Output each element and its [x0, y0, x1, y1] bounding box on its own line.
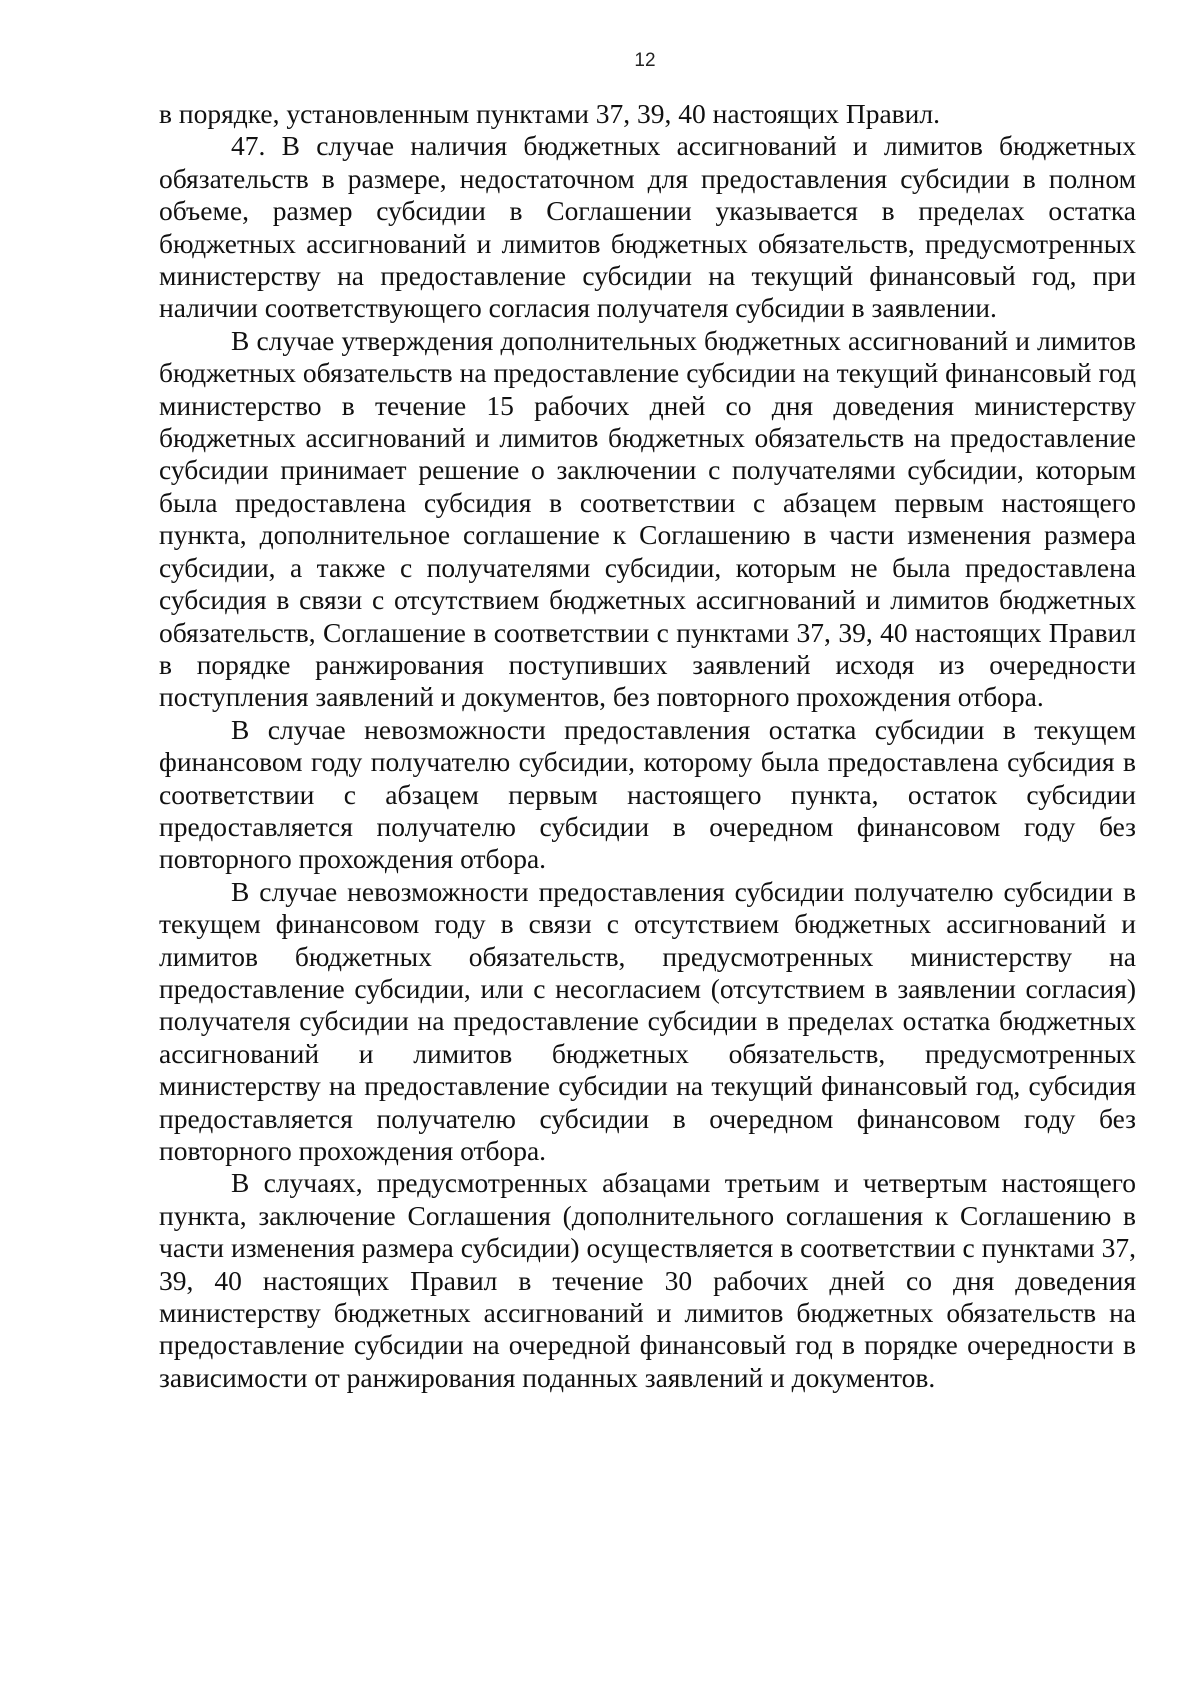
paragraph-remainder-impossible: В случае невозможности предоставления остатка субсидии в текущем финансовом году получателю субсидии, которому была предоставлена субсидия в соответствии с абзацем первым настоящего пункта, остаток субсидии предоставляется получателю субсидии в очередном финансовом году без повторного прохождения отбора. [159, 713, 1136, 875]
document-body [159, 98, 1136, 1394]
paragraph-item-47: 47. В случае наличия бюджетных ассигнований и лимитов бюджетных обязательств в размере, недостаточном для предоставления субсидии в полном объеме, размер субсидии в Соглашении указывается в пределах остатка бюджетных ассигнований и лимитов бюджетных обязательств, предусмотренных министерству на предоставление субсидии на текущий финансовый год, при наличии соответствующего согласия получателя субсидии в заявлении. [159, 130, 1136, 324]
paragraph-continuation: в порядке, установленным пунктами 37, 39, 40 настоящих Правил. [159, 98, 940, 129]
paragraph-subsidy-impossible: В случае невозможности предоставления субсидии получателю субсидии в текущем финансовом году в связи с отсутствием бюджетных ассигнований и лимитов бюджетных обязательств, предусмотренных министерству на предоставление субсидии, или с несогласием (отсутствием в заявлении согласия) получателя субсидии на предоставление субсидии в пределах остатка бюджетных ассигнований и лимитов бюджетных обязательств, предусмотренных министерству на предоставление субсидии на текущий финансовый год, субсидия предоставляется получателю субсидии в очередном финансовом году без повторного прохождения отбора. [159, 875, 1136, 1166]
page-number: 12 [634, 50, 656, 71]
paragraph-agreement-conclusion: В случаях, предусмотренных абзацами третьим и четвертым настоящего пункта, заключение Соглашения (дополнительного соглашения к Соглашению в части изменения размера субсидии) осуществляется в соответствии с пунктами 37, 39, 40 настоящих Правил в течение 30 рабочих дней со дня доведения министерству бюджетных ассигнований и лимитов бюджетных обязательств на предоставление субсидии на очередной финансовый год в порядке очередности в зависимости от ранжирования поданных заявлений и документов. [159, 1167, 1136, 1393]
paragraph-additional-allocations: В случае утверждения дополнительных бюджетных ассигнований и лимитов бюджетных обязательств на предоставление субсидии на текущий финансовый год министерство в течение 15 рабочих дней со дня доведения министерству бюджетных ассигнований и лимитов бюджетных обязательств на предоставление субсидии принимает решение о заключении с получателями субсидии, которым была предоставлена субсидия в соответствии с абзацем первым настоящего пункта, дополнительное соглашение к Соглашению в части изменения размера субсидии, а также с получателями субсидии, которым не была предоставлена субсидия в связи с отсутствием бюджетных ассигнований и лимитов бюджетных обязательств, Соглашение в соответствии с пунктами 37, 39, 40 настоящих Правил в порядке ранжирования поступивших заявлений исходя из очередности поступления заявлений и документов, без повторного прохождения отбора. [159, 324, 1136, 713]
